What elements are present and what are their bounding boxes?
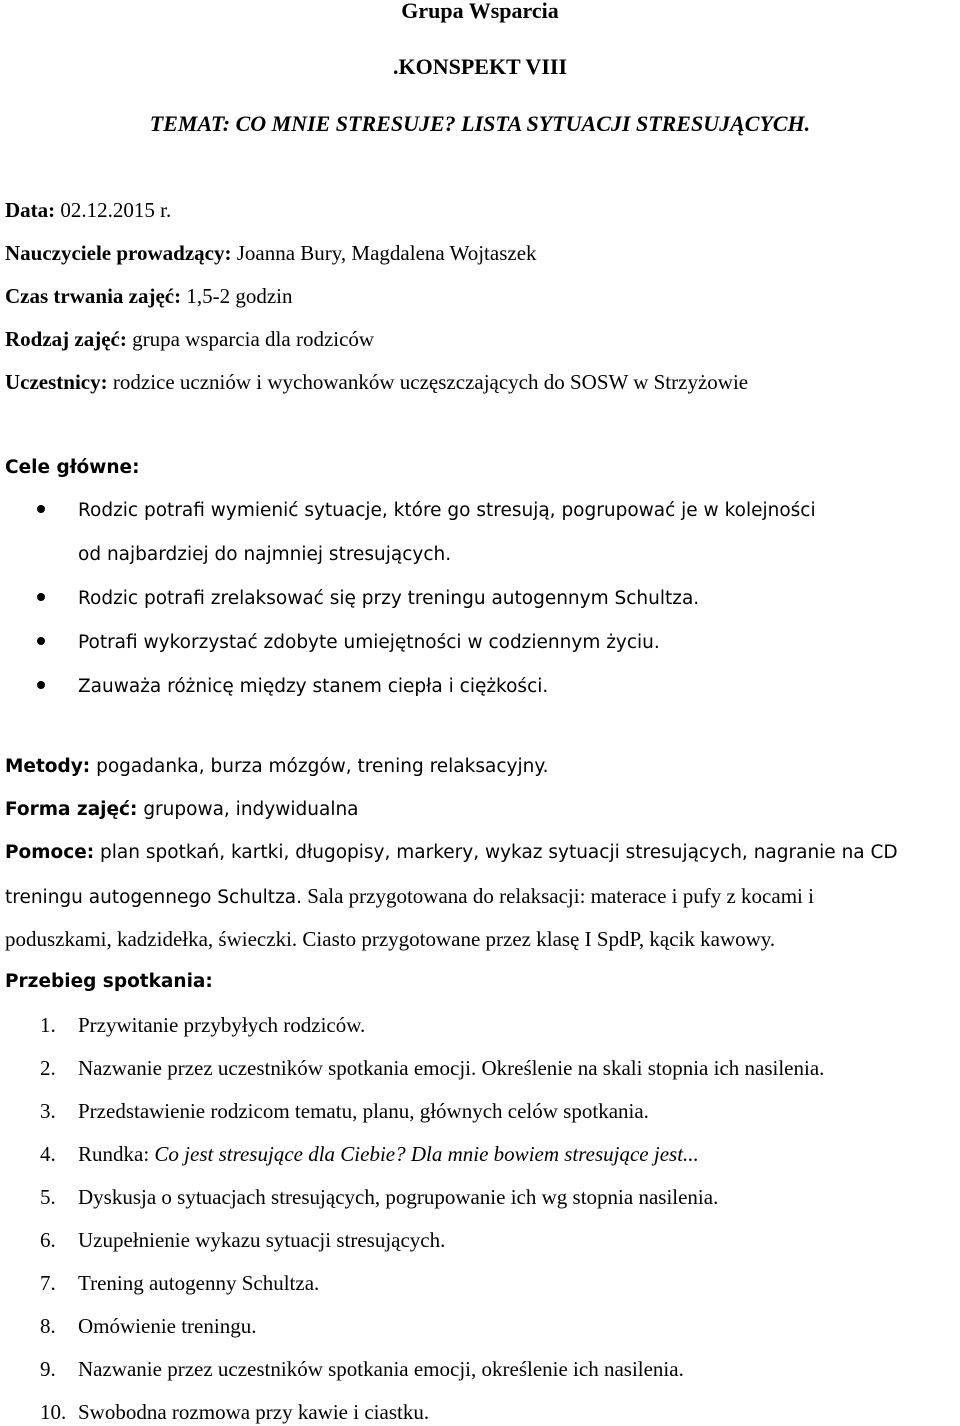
teachers-value: Joanna Bury, Magdalena Wojtaszek xyxy=(231,241,537,265)
bullet-icon xyxy=(37,637,45,645)
list-item: Nazwanie przez uczestników spotkania emocji. Określenie na skali stopnia ich nasilenia. xyxy=(78,1056,825,1080)
participants-line xyxy=(5,369,748,395)
goal-item-continuation: od najbardziej do najmniej stresujących. xyxy=(78,544,452,565)
goals-heading: Cele główne: xyxy=(5,457,140,478)
course-heading: Przebieg spotkania: xyxy=(5,971,213,992)
list-item: Trening autogenny Schultza. xyxy=(78,1271,320,1295)
teachers-label: Nauczyciele prowadzący: xyxy=(5,241,232,265)
aids-label: Pomoce: xyxy=(5,842,95,863)
list-item-number: 2. xyxy=(40,1056,56,1080)
list-item: Swobodna rozmowa przy kawie i ciastku. xyxy=(78,1400,430,1424)
methods-line xyxy=(5,754,549,780)
list-item: Nazwanie przez uczestników spotkania emocji, określenie ich nasilenia. xyxy=(78,1357,684,1381)
form-value: grupowa, indywidualna xyxy=(137,799,359,820)
methods-value: pogadanka, burza mózgów, trening relaksacyjny. xyxy=(90,756,549,777)
date-label: Data: xyxy=(5,198,56,222)
bullet-icon xyxy=(37,681,45,689)
goal-item: Rodzic potrafi zrelaksować się przy treningu autogennym Schultza. xyxy=(78,588,700,609)
duration-value: 1,5-2 godzin xyxy=(181,284,293,308)
duration-line xyxy=(5,283,293,309)
aids-line-3: poduszkami, kadzidełka, świeczki. Ciasto przygotowane przez klasę I SpdP, kącik kawowy. xyxy=(5,927,776,951)
list-item: Dyskusja o sytuacjach stresujących, pogrupowanie ich wg stopnia nasilenia. xyxy=(78,1185,719,1209)
list-item: Przywitanie przybyłych rodziców. xyxy=(78,1013,366,1037)
type-label: Rodzaj zajęć: xyxy=(5,327,127,351)
doc-title: Grupa Wsparcia xyxy=(401,0,559,23)
topic-heading: TEMAT: CO MNIE STRESUJE? LISTA SYTUACJI STRESUJĄCYCH. xyxy=(149,111,811,136)
duration-label: Czas trwania zajęć: xyxy=(5,284,182,308)
aids-value: plan spotkań, kartki, długopisy, markery, wykaz sytuacji stresujących, nagranie na CD xyxy=(94,842,898,863)
list-item-number: 10. xyxy=(40,1400,67,1424)
list-item-number: 4. xyxy=(40,1142,56,1166)
list-item: Omówienie treningu. xyxy=(78,1314,257,1338)
participants-label: Uczestnicy: xyxy=(5,370,108,394)
form-line xyxy=(5,797,359,823)
participants-value: rodzice uczniów i wychowanków uczęszczających do SOSW w Strzyżowie xyxy=(107,370,749,394)
list-item: Przedstawienie rodzicom tematu, planu, głównych celów spotkania. xyxy=(78,1099,649,1123)
list-item-number: 3. xyxy=(40,1099,56,1123)
list-item-number: 5. xyxy=(40,1185,56,1209)
aids-line-2 xyxy=(5,883,814,911)
list-item-number: 7. xyxy=(40,1271,56,1295)
round-question: Co jest stresujące dla Ciebie? Dla mnie bowiem stresujące jest... xyxy=(154,1142,699,1166)
aids-room-text: Sala przygotowana do relaksacji: materace i pufy z kocami i xyxy=(302,884,814,908)
goal-item: Potrafi wykorzystać zdobyte umiejętności w codziennym życiu. xyxy=(78,632,660,653)
date-value: 02.12.2015 r. xyxy=(55,198,172,222)
list-item xyxy=(78,1141,699,1167)
goal-item: Rodzic potrafi wymienić sytuacje, które go stresują, pogrupować je w kolejności xyxy=(78,500,816,521)
list-item-number: 8. xyxy=(40,1314,56,1338)
type-value: grupa wsparcia dla rodziców xyxy=(126,327,375,351)
aids-cd-text: treningu autogennego Schultza. xyxy=(5,887,302,908)
type-line xyxy=(5,326,374,352)
list-item-number: 6. xyxy=(40,1228,56,1252)
bullet-icon xyxy=(37,505,45,513)
konspekt-label: .KONSPEKT VIII xyxy=(392,54,568,79)
round-label: Rundka: xyxy=(78,1142,155,1166)
form-label: Forma zajęć: xyxy=(5,799,138,820)
teachers-line xyxy=(5,240,537,266)
aids-line xyxy=(5,840,898,866)
list-item-number: 9. xyxy=(40,1357,56,1381)
list-item-number: 1. xyxy=(40,1013,56,1037)
date-line xyxy=(5,197,171,223)
methods-label: Metody: xyxy=(5,756,91,777)
list-item: Uzupełnienie wykazu sytuacji stresujących. xyxy=(78,1228,446,1252)
goal-item: Zauważa różnicę między stanem ciepła i ciężkości. xyxy=(78,676,549,697)
bullet-icon xyxy=(37,593,45,601)
